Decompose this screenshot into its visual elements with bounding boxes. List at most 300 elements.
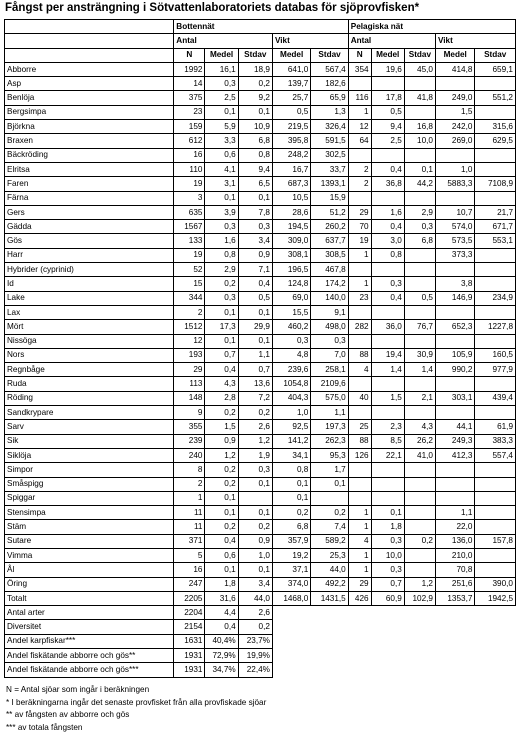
value-cell: 3,0 [371, 234, 404, 248]
value-cell [435, 77, 474, 91]
value-cell: 3,3 [205, 134, 238, 148]
value-cell: 113 [174, 377, 205, 391]
value-cell: 11 [174, 506, 205, 520]
species-cell: Siklöja [5, 448, 174, 462]
value-cell: 33,7 [311, 162, 348, 176]
value-cell: 8,5 [371, 434, 404, 448]
value-cell: 1 [348, 105, 371, 119]
value-cell: 64 [348, 134, 371, 148]
summary-value-cell: 4,4 [205, 606, 238, 620]
value-cell: 1,1 [238, 348, 272, 362]
value-cell: 19,4 [371, 348, 404, 362]
value-cell: 29 [348, 577, 371, 591]
value-cell: 44,0 [311, 563, 348, 577]
value-cell: 44,2 [404, 177, 435, 191]
value-cell: 3,9 [205, 205, 238, 219]
summary-label-cell: Antal arter [5, 606, 174, 620]
value-cell: 412,3 [435, 448, 474, 462]
species-cell: Simpor [5, 463, 174, 477]
value-cell: 591,5 [311, 134, 348, 148]
value-cell: 61,9 [475, 420, 516, 434]
value-cell: 10,9 [238, 120, 272, 134]
value-cell: 0,8 [371, 248, 404, 262]
value-cell: 1,1 [311, 406, 348, 420]
table-row [5, 320, 516, 334]
value-cell: 133 [174, 234, 205, 248]
value-cell: 1,0 [238, 548, 272, 562]
value-cell: 248,2 [272, 148, 310, 162]
species-cell: Lake [5, 291, 174, 305]
value-cell: 1393,1 [311, 177, 348, 191]
value-cell: 19 [348, 234, 371, 248]
value-cell [371, 305, 404, 319]
value-cell [435, 334, 474, 348]
value-cell: 194,5 [272, 220, 310, 234]
value-cell: 0,1 [205, 191, 238, 205]
header-row-measures [5, 34, 516, 48]
header-vikt-medel-b: Medel [272, 48, 310, 62]
header-medel-p: Medel [371, 48, 404, 62]
value-cell [348, 334, 371, 348]
table-row [5, 348, 516, 362]
value-cell: 0,1 [205, 491, 238, 505]
summary-blank-cell [272, 663, 515, 677]
value-cell: 60,9 [371, 591, 404, 605]
value-cell: 65,9 [311, 91, 348, 105]
value-cell: 0,1 [272, 491, 310, 505]
species-cell: Bergsimpa [5, 105, 174, 119]
value-cell [475, 191, 516, 205]
value-cell: 37,1 [272, 563, 310, 577]
value-cell: 344 [174, 291, 205, 305]
species-cell: Ruda [5, 377, 174, 391]
value-cell: 29 [348, 205, 371, 219]
value-cell: 9,1 [311, 305, 348, 319]
value-cell: 0,1 [205, 334, 238, 348]
value-cell [404, 191, 435, 205]
species-cell: Stäm [5, 520, 174, 534]
value-cell: 0,3 [404, 220, 435, 234]
value-cell: 5883,3 [435, 177, 474, 191]
value-cell: 105,9 [435, 348, 474, 362]
value-cell [435, 491, 474, 505]
value-cell [475, 520, 516, 534]
value-cell: 0,2 [205, 277, 238, 291]
value-cell [435, 305, 474, 319]
value-cell [475, 77, 516, 91]
value-cell: 7,1 [238, 263, 272, 277]
value-cell: 139,7 [272, 77, 310, 91]
value-cell: 44,0 [238, 591, 272, 605]
summary-row [5, 606, 516, 620]
species-cell: Bäckröding [5, 148, 174, 162]
value-cell: 2205 [174, 591, 205, 605]
summary-value-cell: 23,7% [238, 634, 272, 648]
value-cell [404, 305, 435, 319]
value-cell: 159 [174, 120, 205, 134]
header-vikt-medel-p: Medel [435, 48, 474, 62]
value-cell [475, 377, 516, 391]
header-bottennat: Bottennät [174, 20, 348, 34]
value-cell: 282 [348, 320, 371, 334]
value-cell: 1,4 [404, 363, 435, 377]
value-cell: 88 [348, 434, 371, 448]
value-cell [404, 406, 435, 420]
value-cell: 0,1 [238, 506, 272, 520]
value-cell: 10,7 [435, 205, 474, 219]
value-cell: 70 [348, 220, 371, 234]
value-cell [371, 148, 404, 162]
value-cell: 1227,8 [475, 320, 516, 334]
value-cell: 1,2 [205, 448, 238, 462]
value-cell: 51,2 [311, 205, 348, 219]
value-cell: 302,5 [311, 148, 348, 162]
value-cell: 0,4 [238, 277, 272, 291]
value-cell: 141,2 [272, 434, 310, 448]
value-cell [404, 506, 435, 520]
value-cell [371, 491, 404, 505]
value-cell: 31,6 [205, 591, 238, 605]
value-cell: 553,1 [475, 234, 516, 248]
summary-value-cell: 22,4% [238, 663, 272, 677]
value-cell: 247 [174, 577, 205, 591]
species-cell: Regnbåge [5, 363, 174, 377]
value-cell: 260,2 [311, 220, 348, 234]
value-cell: 258,1 [311, 363, 348, 377]
value-cell: 1 [348, 248, 371, 262]
value-cell: 1468,0 [272, 591, 310, 605]
value-cell: 573,5 [435, 234, 474, 248]
value-cell: 16,7 [272, 162, 310, 176]
summary-value-cell: 1631 [174, 634, 205, 648]
value-cell: 21,7 [475, 205, 516, 219]
value-cell: 1 [348, 520, 371, 534]
value-cell [371, 477, 404, 491]
species-cell: Vimma [5, 548, 174, 562]
value-cell: 110 [174, 162, 205, 176]
value-cell: 1,0 [272, 406, 310, 420]
table-row [5, 162, 516, 176]
header-vikt-stdav-b: Stdav [311, 48, 348, 62]
value-cell: 2,3 [371, 420, 404, 434]
value-cell [404, 105, 435, 119]
value-cell [475, 491, 516, 505]
value-cell [475, 248, 516, 262]
value-cell [348, 491, 371, 505]
value-cell [371, 406, 404, 420]
value-cell [475, 105, 516, 119]
value-cell: 1 [348, 506, 371, 520]
value-cell [435, 463, 474, 477]
value-cell: 240 [174, 448, 205, 462]
header-stdav-p: Stdav [404, 48, 435, 62]
value-cell [404, 263, 435, 277]
value-cell: 4 [348, 534, 371, 548]
value-cell: 160,5 [475, 348, 516, 362]
value-cell: 0,8 [205, 248, 238, 262]
value-cell: 12 [174, 334, 205, 348]
value-cell [404, 477, 435, 491]
value-cell: 460,2 [272, 320, 310, 334]
table-row [5, 463, 516, 477]
value-cell: 375 [174, 91, 205, 105]
value-cell: 355 [174, 420, 205, 434]
value-cell: 671,7 [475, 220, 516, 234]
value-cell: 11 [174, 520, 205, 534]
value-cell: 0,1 [238, 563, 272, 577]
value-cell: 1,8 [205, 577, 238, 591]
value-cell: 15,5 [272, 305, 310, 319]
value-cell [348, 77, 371, 91]
summary-label-cell: Andel fiskätande abborre och gös** [5, 649, 174, 663]
species-cell: Röding [5, 391, 174, 405]
value-cell [348, 148, 371, 162]
value-cell: 2,1 [404, 391, 435, 405]
value-cell: 0,4 [371, 291, 404, 305]
value-cell: 41,8 [404, 91, 435, 105]
value-cell: 1,1 [435, 506, 474, 520]
value-cell: 1,5 [205, 420, 238, 434]
value-cell: 2,9 [404, 205, 435, 219]
value-cell: 1,3 [311, 105, 348, 119]
species-cell: Braxen [5, 134, 174, 148]
value-cell [404, 548, 435, 562]
summary-label-cell: Diversitet [5, 620, 174, 634]
value-cell: 17,3 [205, 320, 238, 334]
value-cell: 25,7 [272, 91, 310, 105]
value-cell: 69,0 [272, 291, 310, 305]
value-cell: 492,2 [311, 577, 348, 591]
species-cell: Gers [5, 205, 174, 219]
value-cell: 1,0 [435, 162, 474, 176]
value-cell: 0,6 [205, 148, 238, 162]
species-cell: Färna [5, 191, 174, 205]
species-cell: Totalt [5, 591, 174, 605]
value-cell [475, 305, 516, 319]
value-cell: 383,3 [475, 434, 516, 448]
value-cell: 7,0 [311, 348, 348, 362]
summary-blank-cell [272, 649, 515, 663]
value-cell: 23 [348, 291, 371, 305]
value-cell: 659,1 [475, 62, 516, 76]
value-cell: 6,8 [238, 134, 272, 148]
table-row [5, 263, 516, 277]
value-cell: 0,7 [371, 577, 404, 591]
value-cell [475, 463, 516, 477]
value-cell: 0,1 [311, 477, 348, 491]
value-cell: 10,5 [272, 191, 310, 205]
value-cell: 6,8 [404, 234, 435, 248]
value-cell: 34,1 [272, 448, 310, 462]
value-cell: 0,1 [205, 563, 238, 577]
value-cell [348, 463, 371, 477]
value-cell: 0,4 [205, 534, 238, 548]
value-cell [435, 477, 474, 491]
value-cell: 40 [348, 391, 371, 405]
value-cell: 1992 [174, 62, 205, 76]
page-title: Fångst per ansträngning i Sötvattenlaboratoriets databas för sjöprovfisken* [5, 2, 420, 14]
value-cell: 1 [174, 491, 205, 505]
value-cell: 612 [174, 134, 205, 148]
value-cell: 1,8 [371, 520, 404, 534]
header-row-groups [5, 20, 516, 34]
value-cell: 16,8 [404, 120, 435, 134]
value-cell: 0,1 [238, 191, 272, 205]
table-row [5, 77, 516, 91]
value-cell [475, 334, 516, 348]
value-cell: 76,7 [404, 320, 435, 334]
value-cell [475, 263, 516, 277]
value-cell: 0,2 [238, 77, 272, 91]
value-cell: 36,8 [371, 177, 404, 191]
value-cell: 2,8 [205, 391, 238, 405]
value-cell: 29 [174, 363, 205, 377]
value-cell: 0,1 [238, 477, 272, 491]
table-row [5, 248, 516, 262]
value-cell: 136,0 [435, 534, 474, 548]
species-cell: Nors [5, 348, 174, 362]
value-cell [371, 334, 404, 348]
value-cell: 23 [174, 105, 205, 119]
value-cell: 308,1 [272, 248, 310, 262]
header-n-p: N [348, 48, 371, 62]
value-cell: 0,2 [311, 506, 348, 520]
value-cell: 18,9 [238, 62, 272, 76]
value-cell: 6,5 [238, 177, 272, 191]
value-cell: 36,0 [371, 320, 404, 334]
value-cell: 0,5 [371, 105, 404, 119]
value-cell: 146,9 [435, 291, 474, 305]
value-cell: 0,3 [371, 534, 404, 548]
summary-value-cell: 72,9% [205, 649, 238, 663]
value-cell [371, 191, 404, 205]
value-cell: 0,2 [205, 463, 238, 477]
value-cell: 5,9 [205, 120, 238, 134]
catch-table [4, 19, 516, 678]
value-cell: 25 [348, 420, 371, 434]
summary-blank-cell [272, 606, 515, 620]
table-row [5, 420, 516, 434]
value-cell: 1,2 [238, 434, 272, 448]
value-cell: 0,2 [404, 534, 435, 548]
value-cell: 0,6 [205, 548, 238, 562]
value-cell [404, 77, 435, 91]
value-cell: 88 [348, 348, 371, 362]
value-cell: 0,1 [205, 305, 238, 319]
value-cell [404, 148, 435, 162]
header-vikt-stdav-p: Stdav [475, 48, 516, 62]
value-cell [371, 463, 404, 477]
value-cell: 977,9 [475, 363, 516, 377]
value-cell [435, 191, 474, 205]
value-cell: 0,2 [205, 520, 238, 534]
species-cell: Öring [5, 577, 174, 591]
summary-value-cell: 2204 [174, 606, 205, 620]
value-cell: 0,5 [238, 291, 272, 305]
value-cell: 629,5 [475, 134, 516, 148]
value-cell: 3,1 [205, 177, 238, 191]
table-row [5, 62, 516, 76]
value-cell [435, 406, 474, 420]
summary-label-cell: Andel karpfiskar*** [5, 634, 174, 648]
value-cell: 0,2 [238, 406, 272, 420]
table-row [5, 334, 516, 348]
value-cell: 14 [174, 77, 205, 91]
value-cell: 19 [174, 248, 205, 262]
table-row [5, 177, 516, 191]
value-cell: 0,3 [371, 277, 404, 291]
value-cell: 551,2 [475, 91, 516, 105]
value-cell: 0,1 [238, 305, 272, 319]
table-row [5, 220, 516, 234]
value-cell: 0,3 [205, 291, 238, 305]
value-cell: 7108,9 [475, 177, 516, 191]
value-cell: 9,4 [371, 120, 404, 134]
value-cell: 0,9 [205, 434, 238, 448]
value-cell: 10,0 [371, 548, 404, 562]
value-cell: 193 [174, 348, 205, 362]
table-row [5, 363, 516, 377]
value-cell: 404,3 [272, 391, 310, 405]
summary-blank-cell [272, 620, 515, 634]
table-row [5, 120, 516, 134]
value-cell: 28,6 [272, 205, 310, 219]
header-stdav-b: Stdav [238, 48, 272, 62]
value-cell: 2,5 [371, 134, 404, 148]
value-cell: 2,6 [238, 420, 272, 434]
value-cell: 249,0 [435, 91, 474, 105]
value-cell: 1353,7 [435, 591, 474, 605]
value-cell: 3,4 [238, 234, 272, 248]
summary-value-cell: 1931 [174, 649, 205, 663]
value-cell: 0,8 [238, 148, 272, 162]
value-cell: 16 [174, 563, 205, 577]
value-cell [348, 377, 371, 391]
value-cell [311, 491, 348, 505]
value-cell: 19,6 [371, 62, 404, 76]
value-cell: 0,4 [371, 162, 404, 176]
value-cell: 0,3 [238, 220, 272, 234]
value-cell: 52 [174, 263, 205, 277]
value-cell: 251,6 [435, 577, 474, 591]
value-cell: 0,3 [238, 463, 272, 477]
value-cell: 0,1 [238, 334, 272, 348]
value-cell: 126 [348, 448, 371, 462]
value-cell: 0,1 [205, 105, 238, 119]
value-cell: 269,0 [435, 134, 474, 148]
value-cell [371, 263, 404, 277]
value-cell: 182,6 [311, 77, 348, 91]
value-cell: 4,3 [205, 377, 238, 391]
table-row [5, 448, 516, 462]
footnote: N = Antal sjöar som ingår i beräkningen [6, 685, 150, 694]
value-cell: 439,4 [475, 391, 516, 405]
value-cell: 1,4 [371, 363, 404, 377]
value-cell: 0,3 [311, 334, 348, 348]
summary-value-cell: 40,4% [205, 634, 238, 648]
value-cell: 26,2 [404, 434, 435, 448]
value-cell: 9 [174, 406, 205, 420]
value-cell: 29,9 [238, 320, 272, 334]
value-cell: 22,1 [371, 448, 404, 462]
species-cell: Sutare [5, 534, 174, 548]
value-cell: 990,2 [435, 363, 474, 377]
species-cell: Spiggar [5, 491, 174, 505]
value-cell: 1 [348, 277, 371, 291]
value-cell: 637,7 [311, 234, 348, 248]
header-vikt-pelagiska: Vikt [435, 34, 515, 48]
summary-value-cell: 1931 [174, 663, 205, 677]
